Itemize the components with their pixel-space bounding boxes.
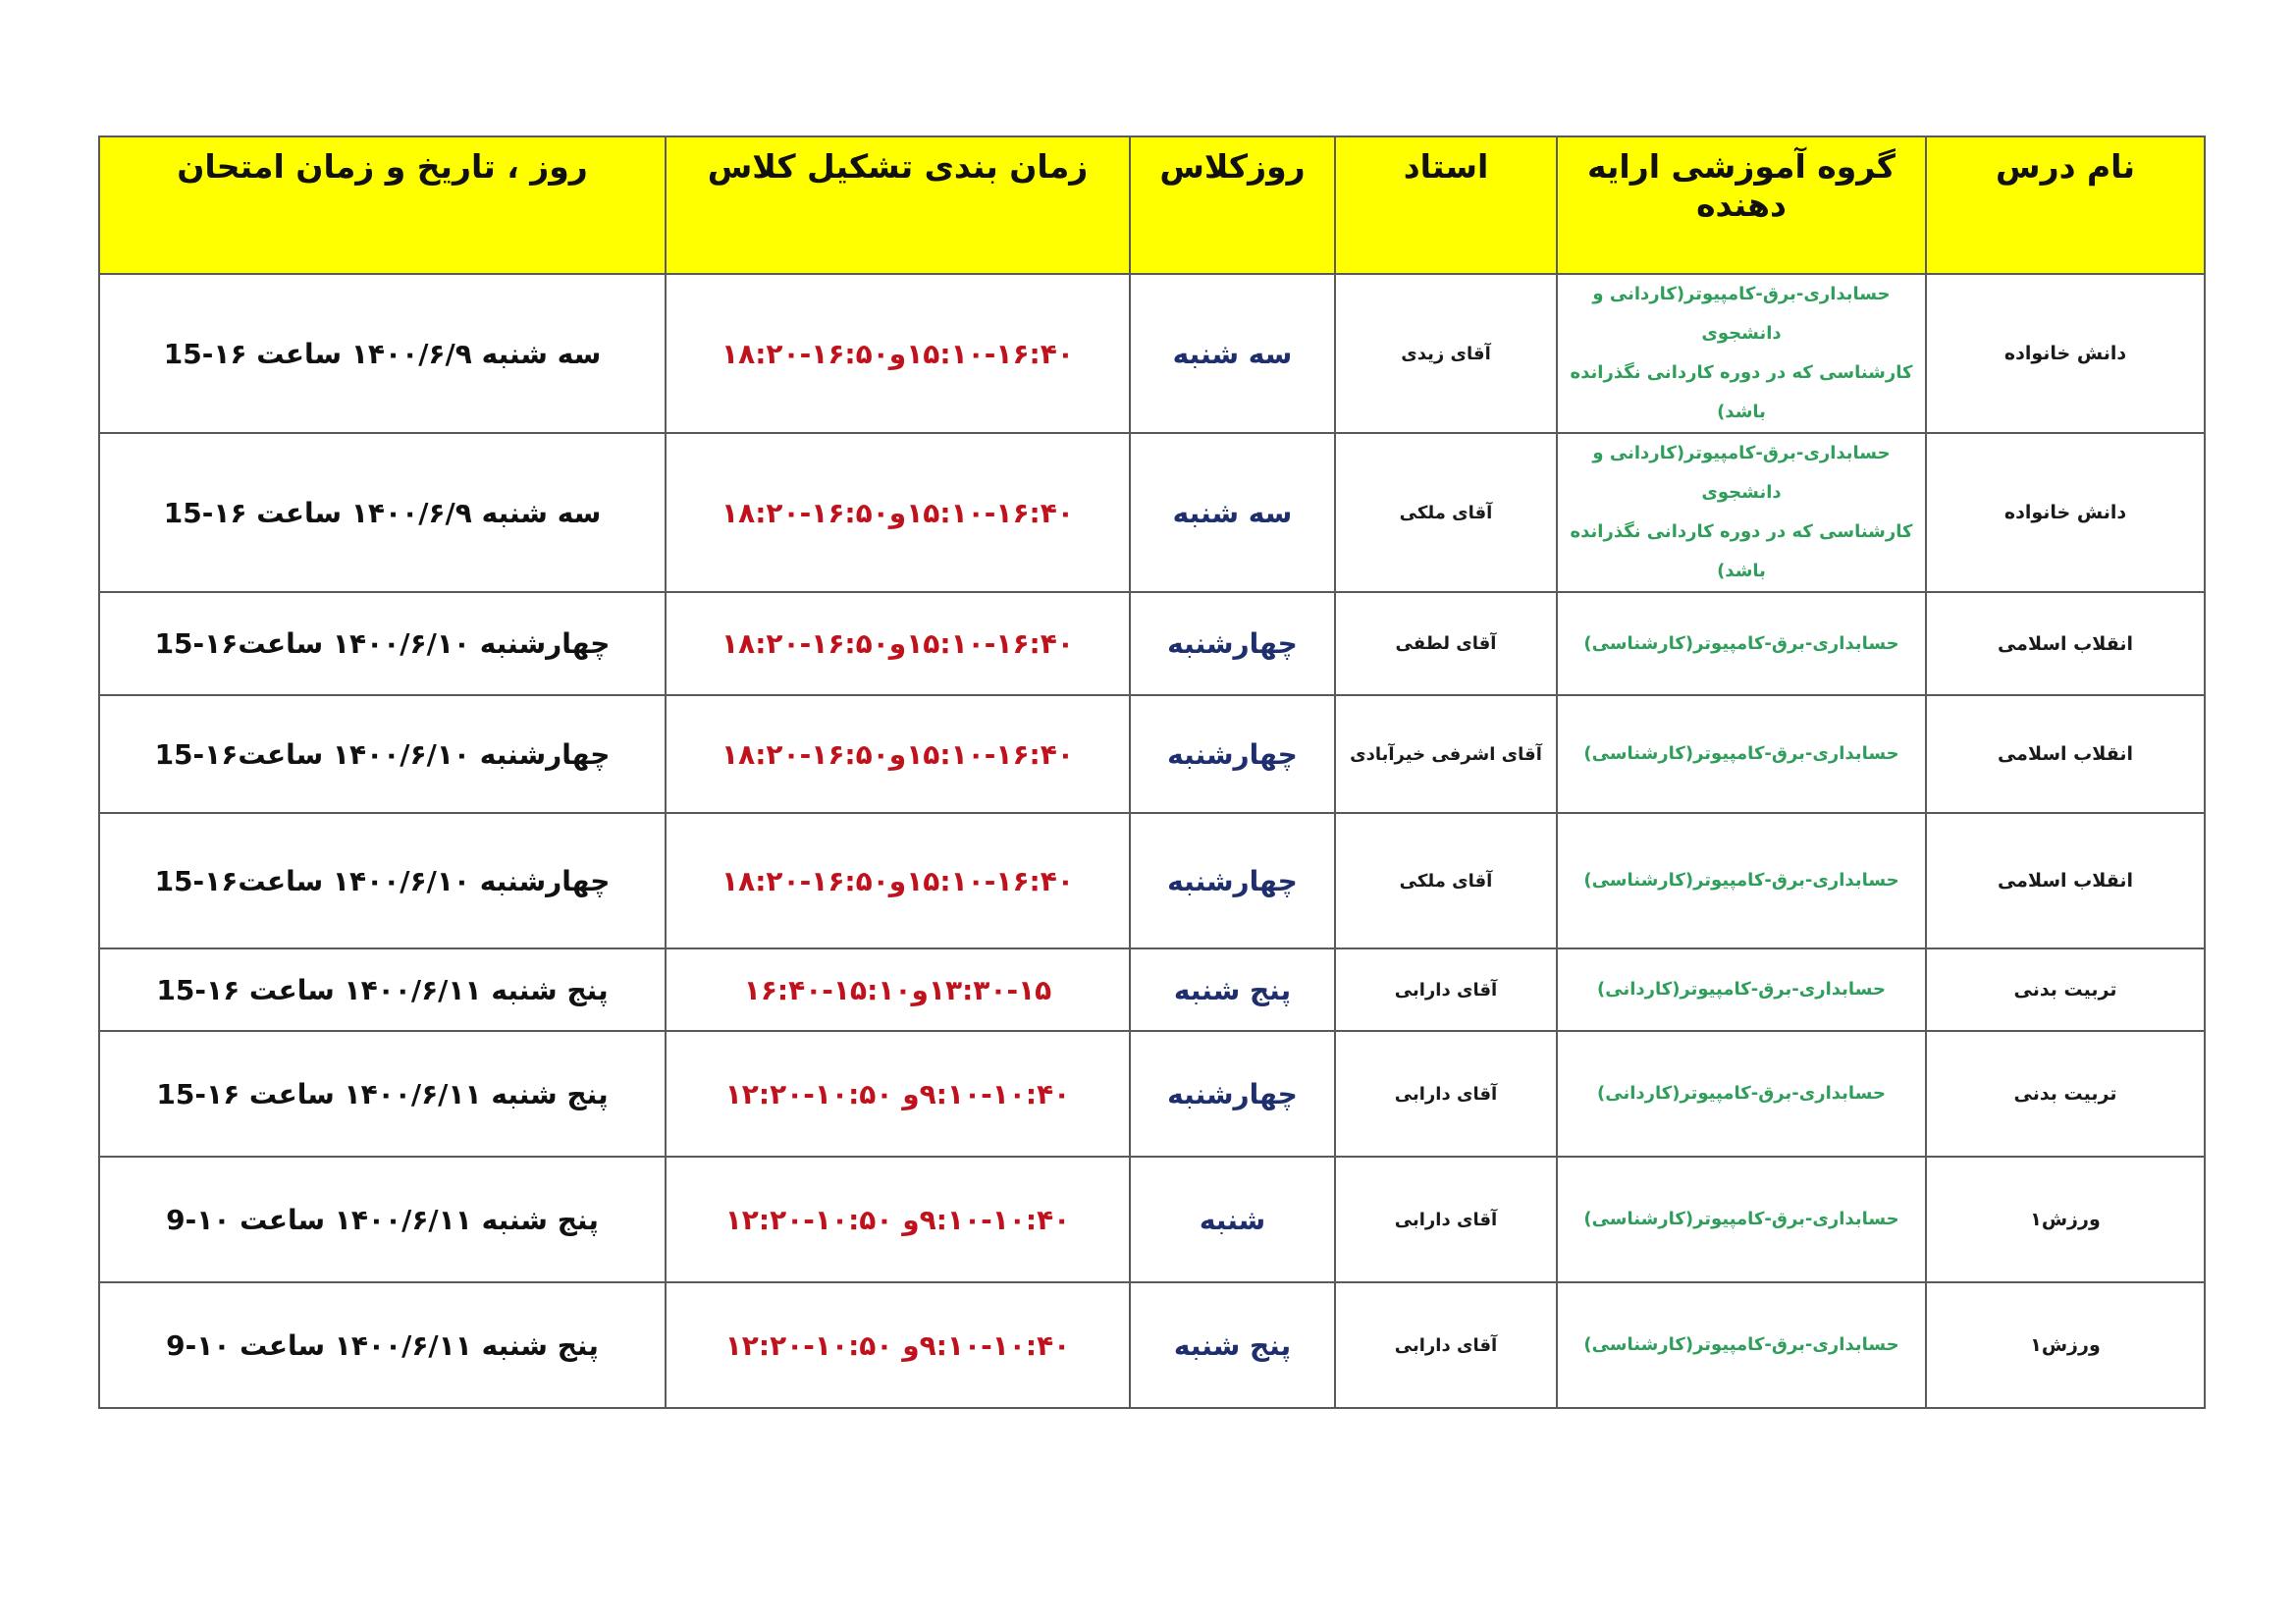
professor-name: آقای اشرفی خیرآبادی — [1335, 695, 1557, 813]
class-time: ۹:۱۰-۱۰:۴۰و ۱۰:۵۰-۱۲:۲۰ — [666, 1031, 1130, 1157]
department-cell — [1557, 274, 1926, 433]
exam-datetime: سه شنبه ۱۴۰۰/۶/۹ ساعت ۱۶-15 — [99, 433, 666, 592]
table-row — [99, 813, 2205, 948]
schedule-sheet — [100, 135, 2206, 1409]
professor-name: آقای دارابی — [1335, 948, 1557, 1031]
class-time: ۱۵:۱۰-۱۶:۴۰و۱۶:۵۰-۱۸:۲۰ — [666, 813, 1130, 948]
course-name: دانش خانواده — [1926, 274, 2205, 433]
header-professor: استاد — [1335, 136, 1557, 274]
department-cell — [1557, 695, 1926, 813]
class-time: ۱۳:۳۰-۱۵و۱۵:۱۰-۱۶:۴۰ — [666, 948, 1130, 1031]
professor-name: آقای دارابی — [1335, 1282, 1557, 1408]
professor-name: آقای دارابی — [1335, 1157, 1557, 1282]
course-name: دانش خانواده — [1926, 433, 2205, 592]
header-exam: روز ، تاریخ و زمان امتحان — [99, 136, 666, 274]
class-day: چهارشنبه — [1130, 695, 1335, 813]
exam-datetime: سه شنبه ۱۴۰۰/۶/۹ ساعت ۱۶-15 — [99, 274, 666, 433]
course-name: تربیت بدنی — [1926, 1031, 2205, 1157]
professor-name: آقای ملکی — [1335, 433, 1557, 592]
department-line: حسابداری-برق-کامپیوتر(کاردانی) — [1597, 979, 1886, 1000]
header-course: نام درس — [1926, 136, 2205, 274]
class-day: پنج شنبه — [1130, 1282, 1335, 1408]
class-day: چهارشنبه — [1130, 813, 1335, 948]
department-line: حسابداری-برق-کامپیوتر(کاردانی و دانشجوی — [1592, 443, 1891, 503]
department-cell — [1557, 948, 1926, 1031]
exam-datetime: چهارشنبه ۱۴۰۰/۶/۱۰ ساعت۱۶-15 — [99, 813, 666, 948]
department-cell — [1557, 433, 1926, 592]
class-time: ۹:۱۰-۱۰:۴۰و ۱۰:۵۰-۱۲:۲۰ — [666, 1282, 1130, 1408]
exam-schedule-table — [98, 135, 2206, 1409]
header-row — [99, 136, 2205, 274]
professor-name: آقای لطفی — [1335, 592, 1557, 695]
department-cell — [1557, 592, 1926, 695]
class-time: ۱۵:۱۰-۱۶:۴۰و۱۶:۵۰-۱۸:۲۰ — [666, 274, 1130, 433]
exam-datetime: پنج شنبه ۱۴۰۰/۶/۱۱ ساعت ۱۰-9 — [99, 1157, 666, 1282]
department-line: حسابداری-برق-کامپیوتر(کاردانی) — [1597, 1083, 1886, 1104]
header-class-day: روزکلاس — [1130, 136, 1335, 274]
table-row — [99, 433, 2205, 592]
department-line: حسابداری-برق-کامپیوتر(کارشناسی) — [1583, 743, 1899, 764]
class-day: پنج شنبه — [1130, 948, 1335, 1031]
course-name: ورزش۱ — [1926, 1282, 2205, 1408]
header-class-time: زمان بندی تشکیل کلاس — [666, 136, 1130, 274]
department-line: حسابداری-برق-کامپیوتر(کارشناسی) — [1583, 870, 1899, 891]
class-day: چهارشنبه — [1130, 1031, 1335, 1157]
department-cell — [1557, 1282, 1926, 1408]
class-day: شنبه — [1130, 1157, 1335, 1282]
table-row — [99, 1282, 2205, 1408]
department-line: حسابداری-برق-کامپیوتر(کارشناسی) — [1583, 1334, 1899, 1355]
professor-name: آقای ملکی — [1335, 813, 1557, 948]
department-cell — [1557, 1031, 1926, 1157]
class-time: ۱۵:۱۰-۱۶:۴۰و۱۶:۵۰-۱۸:۲۰ — [666, 433, 1130, 592]
table-row — [99, 1031, 2205, 1157]
department-line: حسابداری-برق-کامپیوتر(کارشناسی) — [1583, 632, 1899, 654]
department-line: حسابداری-برق-کامپیوتر(کاردانی و دانشجوی — [1592, 284, 1891, 344]
course-name: انقلاب اسلامی — [1926, 813, 2205, 948]
exam-datetime: پنج شنبه ۱۴۰۰/۶/۱۱ ساعت ۱۶-15 — [99, 948, 666, 1031]
department-cell — [1557, 813, 1926, 948]
class-day: چهارشنبه — [1130, 592, 1335, 695]
table-header — [99, 136, 2205, 274]
department-line: حسابداری-برق-کامپیوتر(کارشناسی) — [1583, 1209, 1899, 1229]
table-row — [99, 948, 2205, 1031]
table-row — [99, 592, 2205, 695]
department-line: کارشناسی که در دوره کاردانی نگذرانده باشد) — [1570, 362, 1913, 422]
professor-name: آقای دارابی — [1335, 1031, 1557, 1157]
class-day: سه شنبه — [1130, 274, 1335, 433]
exam-datetime: پنج شنبه ۱۴۰۰/۶/۱۱ ساعت ۱۰-9 — [99, 1282, 666, 1408]
exam-datetime: پنج شنبه ۱۴۰۰/۶/۱۱ ساعت ۱۶-15 — [99, 1031, 666, 1157]
course-name: انقلاب اسلامی — [1926, 592, 2205, 695]
table-row — [99, 274, 2205, 433]
table-body — [99, 274, 2205, 1408]
header-department: گروه آموزشی ارایه دهنده — [1557, 136, 1926, 274]
professor-name: آقای زیدی — [1335, 274, 1557, 433]
class-time: ۱۵:۱۰-۱۶:۴۰و۱۶:۵۰-۱۸:۲۰ — [666, 592, 1130, 695]
table-row — [99, 695, 2205, 813]
exam-datetime: چهارشنبه ۱۴۰۰/۶/۱۰ ساعت۱۶-15 — [99, 592, 666, 695]
department-line: کارشناسی که در دوره کاردانی نگذرانده باشد) — [1570, 521, 1913, 581]
course-name: ورزش۱ — [1926, 1157, 2205, 1282]
class-time: ۱۵:۱۰-۱۶:۴۰و۱۶:۵۰-۱۸:۲۰ — [666, 695, 1130, 813]
table-row — [99, 1157, 2205, 1282]
class-time: ۹:۱۰-۱۰:۴۰و ۱۰:۵۰-۱۲:۲۰ — [666, 1157, 1130, 1282]
department-cell — [1557, 1157, 1926, 1282]
course-name: تربیت بدنی — [1926, 948, 2205, 1031]
class-day: سه شنبه — [1130, 433, 1335, 592]
exam-datetime: چهارشنبه ۱۴۰۰/۶/۱۰ ساعت۱۶-15 — [99, 695, 666, 813]
course-name: انقلاب اسلامی — [1926, 695, 2205, 813]
